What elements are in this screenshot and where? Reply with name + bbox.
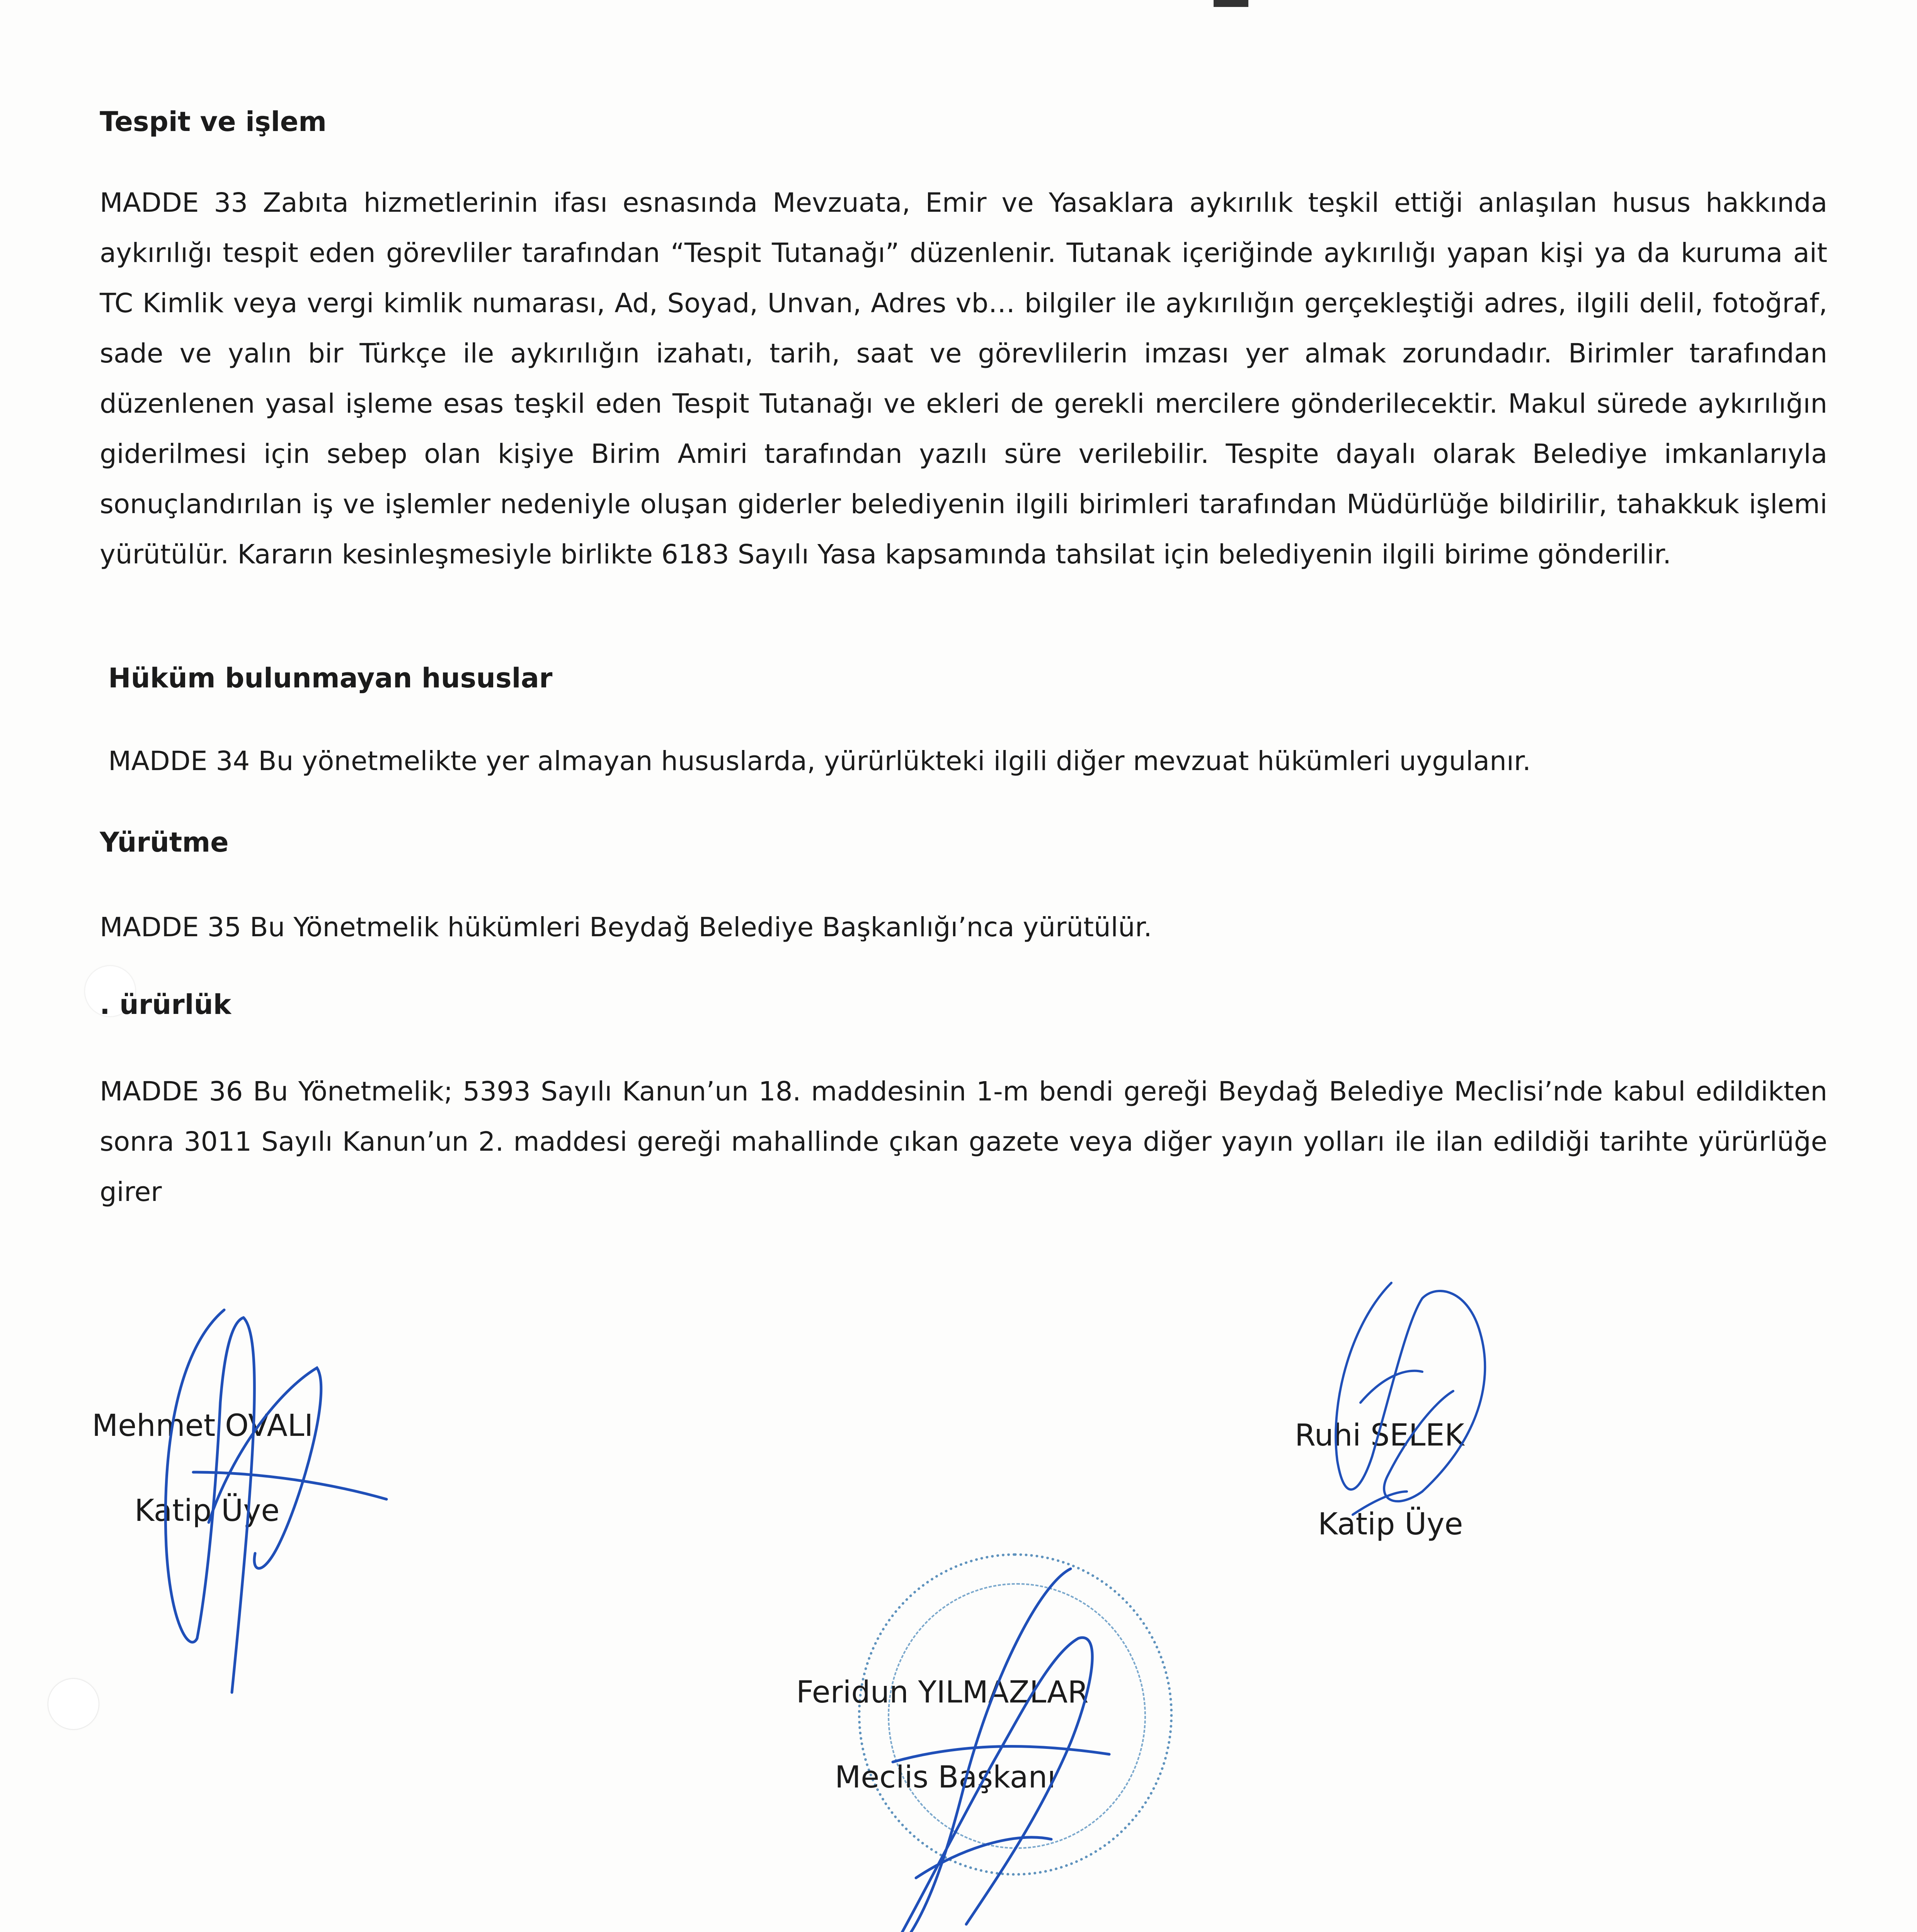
article-36-text: MADDE 36 Bu Yönetmelik; 5393 Sayılı Kanun’un 18. maddesinin 1-m bendi gereği Beydağ Belediye Meclisi’nde kabul edildikten sonra 3011 Sayılı Kanun’un 2. maddesi gereği mahallinde çıkan gazete veya diğer yayın yolları ile ilan edildiği tarihte yürürlüğe girer xyxy=(100,1076,1827,1208)
center-signatory-name: Feridun YILMAZLAR xyxy=(796,1675,1089,1710)
article-35-text: MADDE 35 Bu Yönetmelik hükümleri Beydağ Belediye Başkanlığı’nca yürütülür. xyxy=(100,912,1152,943)
scan-mark xyxy=(1214,0,1248,7)
right-signatory-title: Katip Üye xyxy=(1318,1507,1463,1542)
right-signature xyxy=(1306,1275,1523,1538)
section-heading-tespit: Tespit ve işlem xyxy=(100,106,327,138)
left-signatory-name: Mehmet OVALI xyxy=(92,1408,313,1443)
center-signatory-title: Meclis Başkanı xyxy=(835,1760,1056,1795)
section-heading-hukum: Hüküm bulunmayan hususlar xyxy=(108,662,553,694)
left-signature xyxy=(116,1306,410,1708)
article-34-text: MADDE 34 Bu yönetmelikte yer almayan hususlarda, yürürlükteki ilgili diğer mevzuat hükümleri uygulanır. xyxy=(108,746,1531,777)
right-signatory-name: Ruhi SELEK xyxy=(1295,1418,1464,1453)
section-heading-yururluk: . ürürlük xyxy=(100,989,232,1020)
left-signatory-title: Katip Üye xyxy=(134,1493,280,1528)
center-signature xyxy=(870,1561,1140,1932)
article-33-text: MADDE 33 Zabıta hizmetlerinin ifası esnasında Mevzuata, Emir ve Yasaklara aykırılık teşkil ettiği anlaşılan husus hakkında aykırılığı tespit eden görevliler tarafından “Tespit Tutanağı” düzenlenir. Tutanak içeriğinde aykırılığı yapan kişi ya da kuruma ait TC Kimlik veya vergi kimlik numarası, Ad, Soyad, Unvan, Adres vb… bilgiler ile aykırılığın gerçekleştiği adres, ilgili delil, fotoğraf, sade ve yalın bir Türkçe ile aykırılığın izahatı, tarih, saat ve görevlilerin imzası yer almak zorundadır. Birimler tarafından düzenlenen yasal işleme esas teşkil eden Tespit Tutanağı ve ekleri de gerekli mercilere gönderilecektir. Makul sürede aykırılığın giderilmesi için sebep olan kişiye Birim Amiri tarafından yazılı süre verilebilir. Tespite dayalı olarak Belediye imkanlarıyla sonuçlandırılan iş ve işlemler nedeniyle oluşan giderler belediyenin ilgili birimleri tarafından Müdürlüğe bildirilir, tahakkuk işlemi yürütülür. Kararın kesinleşmesiyle birlikte 6183 Sayılı Yasa kapsamında tahsilat için belediyenin ilgili birime gönderilir. xyxy=(100,187,1827,570)
section-heading-yurutme: Yürütme xyxy=(100,827,229,858)
punch-hole-lower xyxy=(48,1679,99,1729)
